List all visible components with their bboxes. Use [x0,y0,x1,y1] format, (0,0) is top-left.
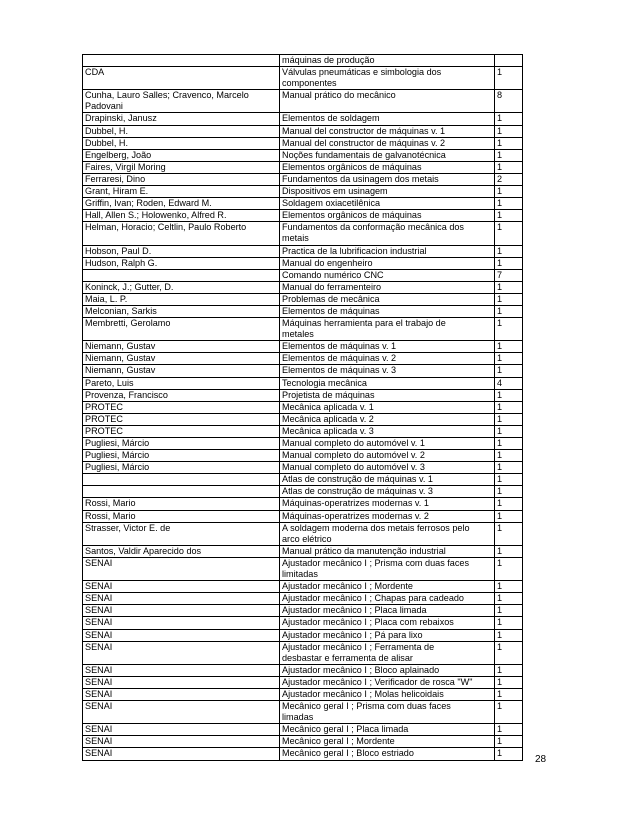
title-cell: Soldagem oxiacetilênica [280,198,495,210]
author-cell: SENAI [83,581,280,593]
title-cell: Manual completo do automóvel v. 1 [280,438,495,450]
author-cell: PROTEC [83,401,280,413]
author-cell: Faires, Virgil Moring [83,161,280,173]
quantity-cell: 1 [495,605,523,617]
table-row [83,377,523,389]
title-cell: Ajustador mecânico I ; Verificador de rosca "W" [280,676,495,688]
title-cell: Ajustador mecânico I ; Ferramenta de desbastar e ferramenta de alisar [280,641,495,664]
quantity-cell: 1 [495,425,523,437]
author-cell: Melconian, Sarkis [83,305,280,317]
table-row [83,474,523,486]
author-cell: SENAI [83,641,280,664]
title-cell: Mecânico geral I ; Bloco estriado [280,748,495,760]
quantity-cell: 1 [495,450,523,462]
author-cell: Dubbel, H. [83,137,280,149]
table-row [83,486,523,498]
table-row [83,161,523,173]
author-cell: Griffin, Ivan; Roden, Edward M. [83,198,280,210]
title-cell: Ajustador mecânico I ; Placa limada [280,605,495,617]
quantity-cell: 1 [495,161,523,173]
author-cell: Santos, Valdir Aparecido dos [83,545,280,557]
quantity-cell: 1 [495,664,523,676]
quantity-cell: 1 [495,545,523,557]
author-cell: Koninck, J.; Gutter, D. [83,281,280,293]
table-row [83,413,523,425]
quantity-cell: 1 [495,413,523,425]
title-cell: Mecânica aplicada v. 1 [280,401,495,413]
table-row [83,281,523,293]
quantity-cell: 1 [495,498,523,510]
quantity-cell: 4 [495,377,523,389]
quantity-cell: 1 [495,510,523,522]
table-row [83,186,523,198]
title-cell: Manual del constructor de máquinas v. 2 [280,137,495,149]
table-row [83,617,523,629]
quantity-cell: 1 [495,281,523,293]
table-row [83,676,523,688]
quantity-cell: 1 [495,557,523,580]
table-row [83,557,523,580]
author-cell: SENAI [83,748,280,760]
title-cell: Máquinas-operatrizes modernas v. 1 [280,498,495,510]
title-cell: Mecânica aplicada v. 3 [280,425,495,437]
table-row [83,401,523,413]
author-cell: SENAI [83,688,280,700]
quantity-cell: 1 [495,149,523,161]
author-cell: Drapinski, Janusz [83,113,280,125]
author-cell: SENAI [83,593,280,605]
catalog-body [83,55,523,761]
author-cell: SENAI [83,617,280,629]
title-cell: Noções fundamentais de galvanotécnica [280,149,495,161]
title-cell: Ajustador mecânico I ; Molas helicoidais [280,688,495,700]
quantity-cell: 1 [495,676,523,688]
table-row [83,137,523,149]
author-cell: Niemann, Gustav [83,341,280,353]
title-cell: Manual del constructor de máquinas v. 1 [280,125,495,137]
table-row [83,701,523,724]
quantity-cell: 1 [495,293,523,305]
author-cell: Strasser, Victor E. de [83,522,280,545]
title-cell: Dispositivos em usinagem [280,186,495,198]
table-row [83,450,523,462]
quantity-cell: 1 [495,522,523,545]
table-row [83,341,523,353]
author-cell: Niemann, Gustav [83,365,280,377]
author-cell: Ferraresi, Dino [83,173,280,185]
quantity-cell: 1 [495,222,523,245]
author-cell: SENAI [83,629,280,641]
quantity-cell: 8 [495,90,523,113]
quantity-cell: 1 [495,137,523,149]
table-row [83,67,523,90]
table-row [83,293,523,305]
quantity-cell: 1 [495,629,523,641]
quantity-cell: 1 [495,724,523,736]
table-row [83,462,523,474]
quantity-cell: 1 [495,365,523,377]
table-row [83,593,523,605]
quantity-cell: 1 [495,125,523,137]
quantity-cell: 1 [495,210,523,222]
table-row [83,245,523,257]
title-cell: Elementos de soldagem [280,113,495,125]
title-cell: Manual completo do automóvel v. 2 [280,450,495,462]
table-row [83,55,523,67]
table-row [83,149,523,161]
title-cell: Elementos de máquinas v. 1 [280,341,495,353]
title-cell: Mecânico geral I ; Prisma com duas faces limadas [280,701,495,724]
author-cell: Grant, Hiram E. [83,186,280,198]
author-cell: Engelberg, João [83,149,280,161]
title-cell: Fundamentos da usinagem dos metais [280,173,495,185]
quantity-cell: 1 [495,245,523,257]
table-row [83,113,523,125]
title-cell: Elementos de máquinas v. 2 [280,353,495,365]
author-cell: Helman, Horacio; Celtlin, Paulo Roberto [83,222,280,245]
table-row [83,257,523,269]
table-row [83,318,523,341]
author-cell: Hobson, Paul D. [83,245,280,257]
author-cell: Hall, Allen S.; Holowenko, Alfred R. [83,210,280,222]
title-cell: Fundamentos da conformação mecânica dos metais [280,222,495,245]
title-cell: Elementos orgânicos de máquinas [280,210,495,222]
title-cell: Practica de la lubrificacion industrial [280,245,495,257]
quantity-cell: 1 [495,186,523,198]
author-cell: Dubbel, H. [83,125,280,137]
title-cell: Máquinas-operatrizes modernas v. 2 [280,510,495,522]
table-row [83,581,523,593]
author-cell: Cunha, Lauro Salles; Cravenco, Marcelo Padovani [83,90,280,113]
page-number: 28 [535,754,547,765]
title-cell: Ajustador mecânico I ; Prisma com duas faces limitadas [280,557,495,580]
title-cell: Manual prático da manutenção industrial [280,545,495,557]
title-cell: Elementos de máquinas v. 3 [280,365,495,377]
quantity-cell: 1 [495,593,523,605]
author-cell: Membretti, Gerolamo [83,318,280,341]
quantity-cell: 2 [495,173,523,185]
title-cell: Manual prático do mecânico [280,90,495,113]
title-cell: Válvulas pneumáticas e simbologia dos componentes [280,67,495,90]
author-cell: SENAI [83,664,280,676]
author-cell: CDA [83,67,280,90]
title-cell: Ajustador mecânico I ; Placa com rebaixos [280,617,495,629]
title-cell: Ajustador mecânico I ; Mordente [280,581,495,593]
quantity-cell: 1 [495,318,523,341]
author-cell: Niemann, Gustav [83,353,280,365]
author-cell: SENAI [83,724,280,736]
author-cell: Pugliesi, Márcio [83,462,280,474]
title-cell: Mecânico geral I ; Placa limada [280,724,495,736]
quantity-cell: 1 [495,341,523,353]
title-cell: Projetista de máquinas [280,389,495,401]
quantity-cell: 7 [495,269,523,281]
table-row [83,353,523,365]
quantity-cell: 1 [495,748,523,760]
table-row [83,629,523,641]
table-row [83,641,523,664]
quantity-cell [495,55,523,67]
quantity-cell: 1 [495,198,523,210]
quantity-cell: 1 [495,688,523,700]
author-cell: Pugliesi, Márcio [83,450,280,462]
quantity-cell: 1 [495,617,523,629]
author-cell: Pugliesi, Márcio [83,438,280,450]
table-row [83,664,523,676]
author-cell [83,474,280,486]
quantity-cell: 1 [495,486,523,498]
author-cell: PROTEC [83,413,280,425]
quantity-cell: 1 [495,438,523,450]
title-cell: Ajustador mecânico I ; Chapas para cadeado [280,593,495,605]
table-row [83,605,523,617]
title-cell: Manual do ferramenteiro [280,281,495,293]
table-row [83,425,523,437]
title-cell: Atlas de construção de máquinas v. 3 [280,486,495,498]
book-catalog-table [82,54,523,761]
quantity-cell: 1 [495,701,523,724]
title-cell: máquinas de produção [280,55,495,67]
table-row [83,748,523,760]
author-cell: Hudson, Ralph G. [83,257,280,269]
table-row [83,724,523,736]
title-cell: Manual completo do automóvel v. 3 [280,462,495,474]
author-cell: SENAI [83,736,280,748]
title-cell: Elementos orgânicos de máquinas [280,161,495,173]
title-cell: Mecânica aplicada v. 2 [280,413,495,425]
table-row [83,389,523,401]
author-cell [83,486,280,498]
title-cell: Ajustador mecânico I ; Bloco aplainado [280,664,495,676]
quantity-cell: 1 [495,113,523,125]
title-cell: Atlas de construção de máquinas v. 1 [280,474,495,486]
table-row [83,210,523,222]
quantity-cell: 1 [495,67,523,90]
table-row [83,222,523,245]
quantity-cell: 1 [495,474,523,486]
author-cell: Pareto, Luis [83,377,280,389]
author-cell: SENAI [83,701,280,724]
title-cell: Máquinas herramienta para el trabajo de metales [280,318,495,341]
quantity-cell: 1 [495,581,523,593]
title-cell: Manual do engenheiro [280,257,495,269]
quantity-cell: 1 [495,641,523,664]
author-cell: Rossi, Mario [83,498,280,510]
table-row [83,90,523,113]
title-cell: Elementos de máquinas [280,305,495,317]
table-row [83,269,523,281]
author-cell: Rossi, Mario [83,510,280,522]
title-cell: Problemas de mecânica [280,293,495,305]
author-cell: SENAI [83,605,280,617]
quantity-cell: 1 [495,389,523,401]
quantity-cell: 1 [495,305,523,317]
table-row [83,545,523,557]
title-cell: Tecnologia mecânica [280,377,495,389]
author-cell: PROTEC [83,425,280,437]
author-cell [83,55,280,67]
table-row [83,522,523,545]
author-cell: SENAI [83,676,280,688]
quantity-cell: 1 [495,736,523,748]
title-cell: Comando numérico CNC [280,269,495,281]
table-row [83,125,523,137]
author-cell: Provenza, Francisco [83,389,280,401]
table-row [83,438,523,450]
title-cell: Mecânico geral I ; Mordente [280,736,495,748]
table-row [83,365,523,377]
author-cell: Maia, L. P. [83,293,280,305]
quantity-cell: 1 [495,401,523,413]
quantity-cell: 1 [495,462,523,474]
table-row [83,173,523,185]
table-row [83,510,523,522]
title-cell: Ajustador mecânico I ; Pá para lixo [280,629,495,641]
quantity-cell: 1 [495,257,523,269]
table-row [83,305,523,317]
table-row [83,198,523,210]
title-cell: A soldagem moderna dos metais ferrosos pelo arco elétrico [280,522,495,545]
quantity-cell: 1 [495,353,523,365]
author-cell [83,269,280,281]
table-row [83,688,523,700]
table-row [83,498,523,510]
author-cell: SENAI [83,557,280,580]
table-row [83,736,523,748]
